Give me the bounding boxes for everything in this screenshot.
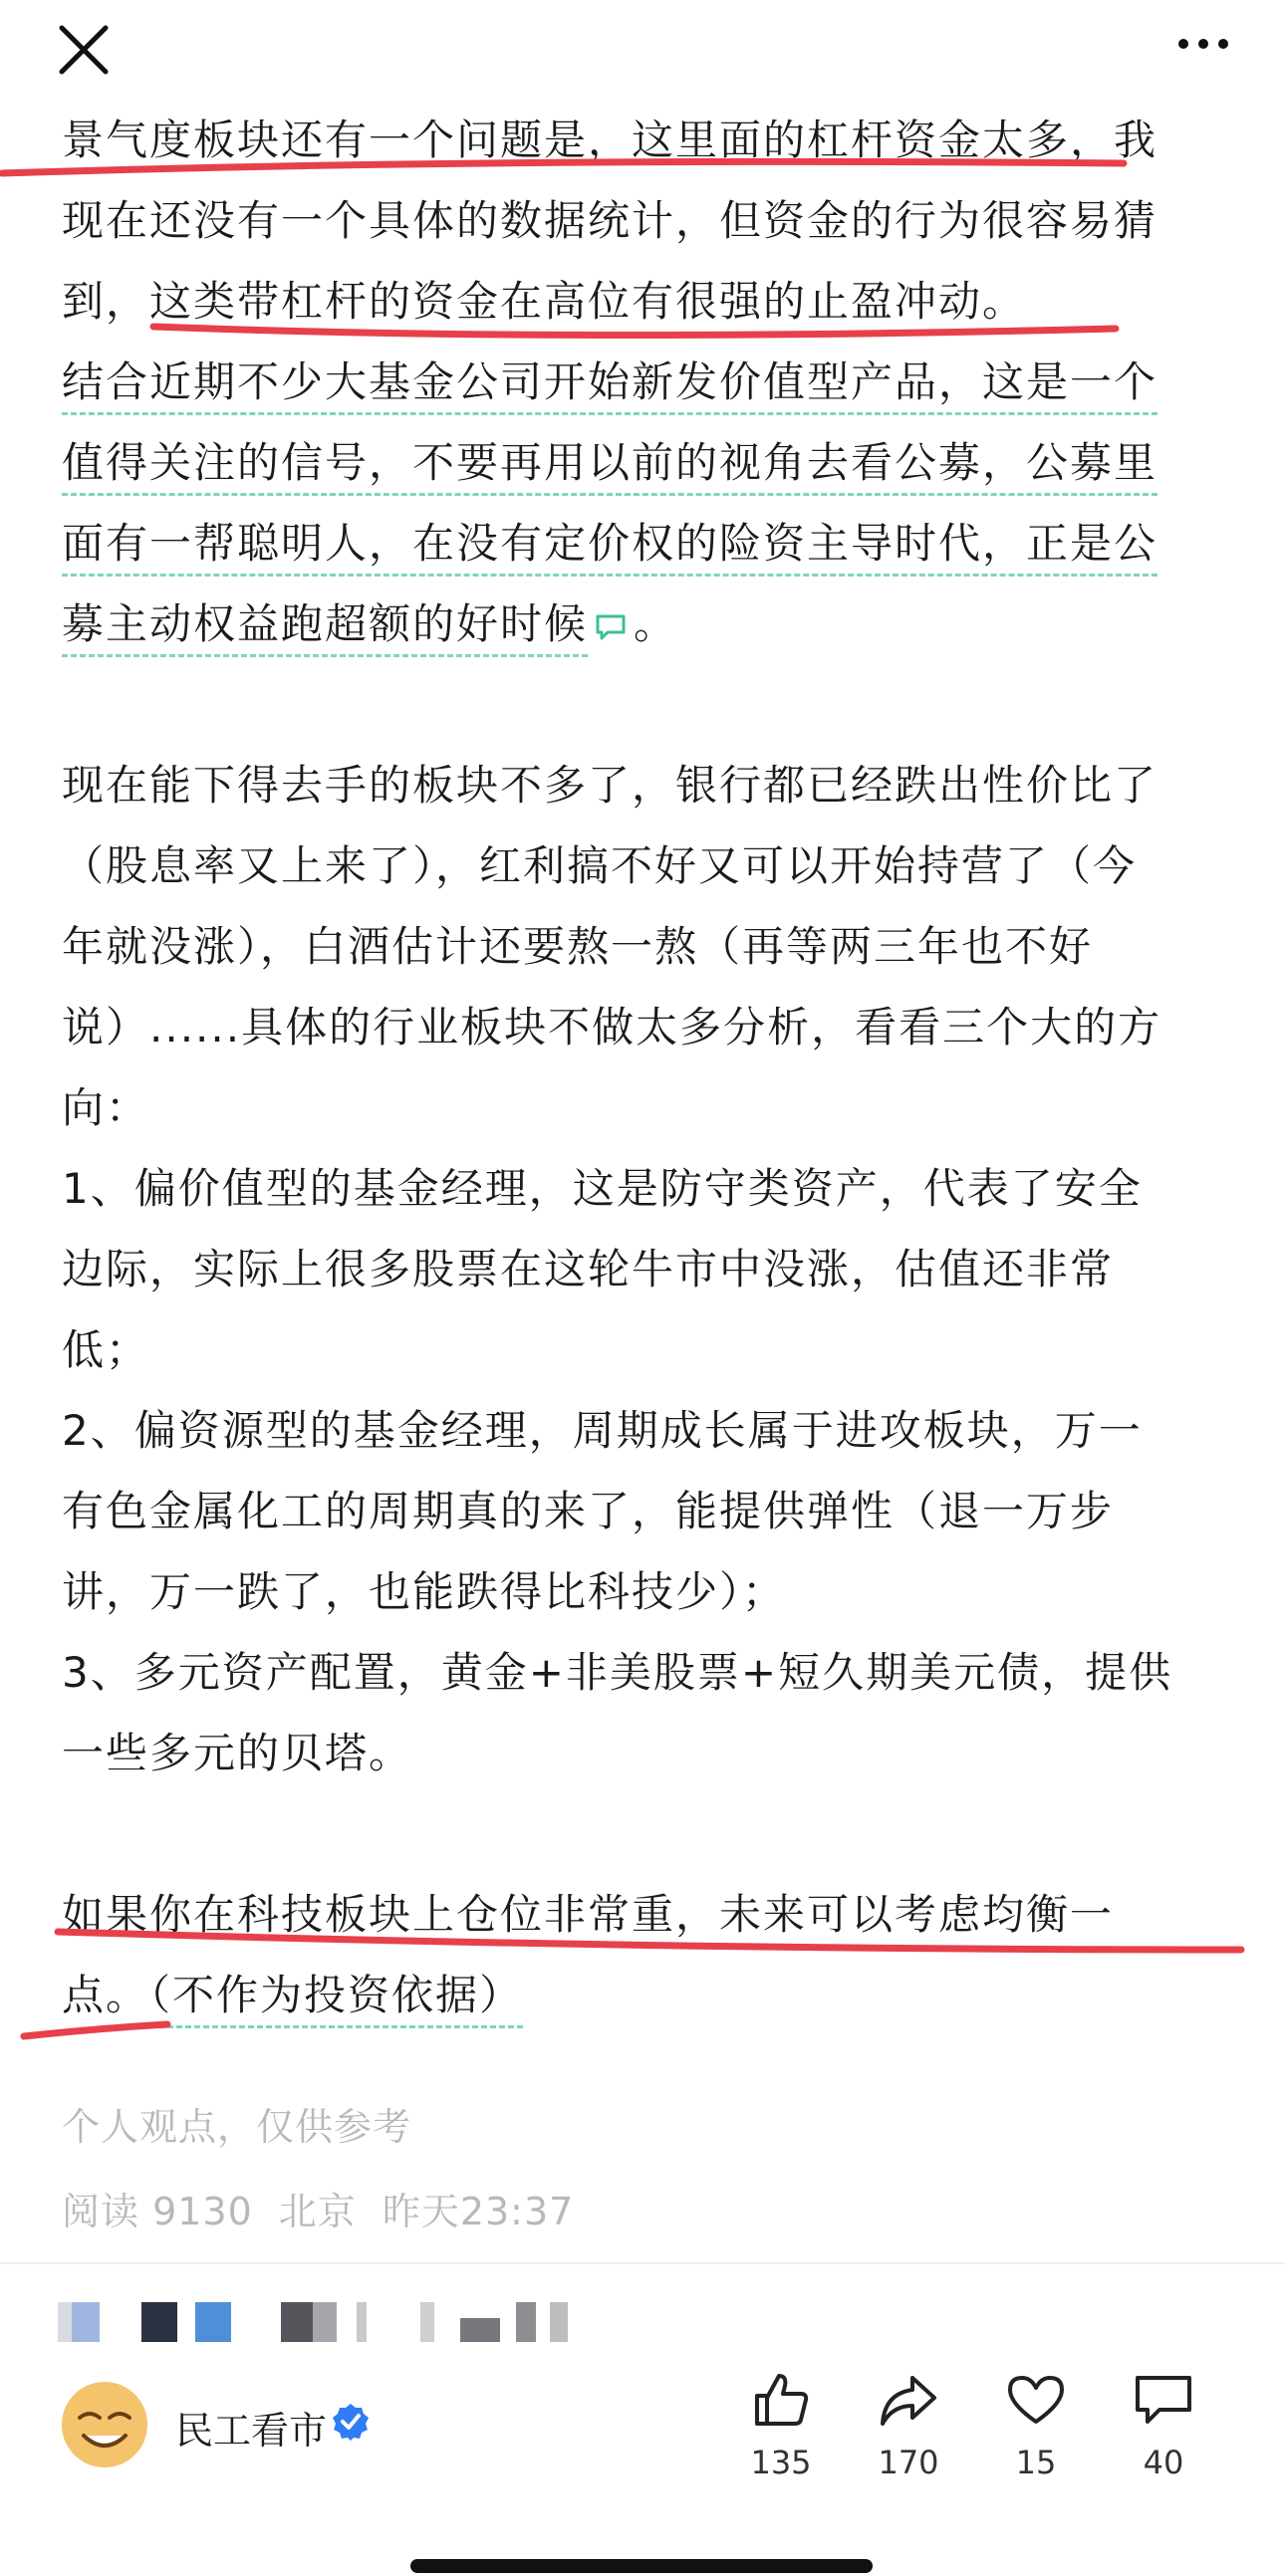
commented-text[interactable]: 面有一帮聪明人，在没有定价权的险资主导时代，正是公 — [62, 519, 1157, 577]
article-text: 有色金属化工的周期真的来了，能提供弹性（退一万步 — [62, 1487, 1115, 1535]
article-line-21 — [62, 1874, 1227, 1955]
article-line-12 — [62, 1067, 1227, 1148]
article-line-22 — [62, 1955, 1227, 2035]
comment-count: 40 — [1143, 2444, 1184, 2481]
share-icon — [877, 2370, 940, 2430]
like-button[interactable] — [721, 2370, 841, 2481]
author-name[interactable]: 民工看市 — [175, 2409, 328, 2453]
reactor-avatar — [516, 2302, 536, 2342]
article-body — [62, 100, 1227, 2035]
article-line-2 — [62, 180, 1227, 261]
article-text: 3、多元资产配置，黄金+非美股票+短久期美元债，提供 — [62, 1648, 1173, 1697]
article-line-17 — [62, 1471, 1227, 1551]
article-text: 现在能下得去手的板块不多了，银行都已经跌出性价比了 — [62, 761, 1158, 810]
article-text: 边际，实际上很多股票在这轮牛市中没涨，估值还非常 — [62, 1245, 1115, 1293]
article-text: 年就没涨），白酒估计还要熬一熬（再等两三年也不好 — [62, 922, 1094, 971]
reactor-avatar — [550, 2302, 568, 2342]
close-button[interactable] — [48, 14, 120, 86]
article-line-11 — [62, 987, 1227, 1067]
article-line-14 — [62, 1229, 1227, 1309]
reactor-avatar — [195, 2302, 231, 2342]
commented-text[interactable]: 募主动权益跑超额的好时候 — [62, 599, 588, 657]
verified-badge-icon — [331, 2402, 371, 2442]
article-line-6 — [62, 503, 1227, 584]
article-line-4 — [62, 342, 1227, 422]
reactor-avatar — [420, 2302, 434, 2342]
article-text: 景气度板块还有一个问题是，这里面的杠杆资金太多，我 — [62, 116, 1158, 164]
comment-bubble-icon — [1132, 2370, 1195, 2430]
article-text: 讲，万一跌了，也能跌得比科技少）； — [62, 1567, 787, 1616]
more-icon — [1167, 20, 1239, 80]
article-text: 1、偏价值型的基金经理，这是防守类资产，代表了安全 — [62, 1164, 1143, 1213]
divider — [0, 2262, 1285, 2264]
commented-text[interactable]: 值得关注的信号，不要再用以前的视角去看公募，公募里 — [62, 438, 1157, 496]
reactor-avatar — [357, 2302, 367, 2342]
article-text: 向： — [62, 1083, 150, 1132]
reactor-avatar — [141, 2302, 177, 2342]
heart-icon — [1004, 2370, 1068, 2430]
smiley-face-icon — [62, 2382, 147, 2467]
article-line-13 — [62, 1148, 1227, 1229]
article-line-5 — [62, 422, 1227, 503]
article-line-8 — [62, 745, 1227, 825]
author-avatar[interactable] — [62, 2382, 147, 2467]
article-text: 现在还没有一个具体的数据统计，但资金的行为很容易猜 — [62, 196, 1158, 245]
article-line-15 — [62, 1309, 1227, 1390]
post-time: 昨天23:37 — [382, 2190, 575, 2233]
article-line-7 — [62, 584, 1227, 664]
article-text: 如果你在科技板块上仓位非常重，未来可以考虑均衡一 — [62, 1890, 1115, 1939]
article-text: 说）......具体的行业板块不做太多分析，看看三个大的方 — [62, 1003, 1162, 1052]
more-options-button[interactable] — [1167, 20, 1239, 80]
reactor-avatar — [58, 2302, 72, 2342]
article-text: 低； — [62, 1325, 150, 1374]
article-line-19 — [62, 1632, 1227, 1713]
article-text: 到， — [62, 277, 150, 326]
share-button[interactable] — [849, 2370, 968, 2481]
article-text: 。 — [634, 599, 678, 648]
read-count: 阅读 9130 — [62, 2190, 253, 2233]
location: 北京 — [278, 2190, 357, 2233]
commented-text[interactable]: （不作为投资依据） — [149, 1971, 523, 2028]
disclaimer: 个人观点，仅供参考 — [62, 2105, 412, 2149]
highlighted-text: 这类带杠杆的资金在高位有很强的止盈冲动。 — [149, 277, 1027, 326]
article-line-3 — [62, 261, 1227, 342]
reactor-avatar — [281, 2302, 313, 2342]
article-line-16 — [62, 1390, 1227, 1471]
share-count: 170 — [878, 2444, 939, 2481]
article-text: 一些多元的贝塔。 — [62, 1729, 413, 1777]
article-text: 点。 — [62, 1971, 150, 2019]
reactor-avatar — [313, 2302, 337, 2342]
article-text: （股息率又上来了），红利搞不好又可以开始持营了（今 — [62, 841, 1138, 890]
article-line-10 — [62, 906, 1227, 987]
reactor-avatar — [72, 2302, 100, 2342]
post-stats — [62, 2181, 600, 2235]
favorite-count: 15 — [1015, 2444, 1057, 2481]
thumbs-up-icon — [749, 2370, 813, 2430]
top-bar — [0, 0, 1285, 110]
article-text: 2、偏资源型的基金经理，周期成长属于进攻板块，万一 — [62, 1406, 1143, 1455]
home-indicator[interactable] — [410, 2559, 873, 2573]
article-line-1 — [62, 100, 1227, 180]
comments-button[interactable] — [1104, 2370, 1223, 2481]
article-line-18 — [62, 1551, 1227, 1632]
article-line-20 — [62, 1713, 1227, 1793]
reactor-avatar — [460, 2318, 500, 2342]
favorite-button[interactable] — [976, 2370, 1096, 2481]
article-line-9 — [62, 825, 1227, 906]
like-count: 135 — [750, 2444, 812, 2481]
comment-icon[interactable] — [594, 612, 628, 642]
commented-text[interactable]: 结合近期不少大基金公司开始新发价值型产品，这是一个 — [62, 357, 1157, 415]
close-icon — [48, 14, 120, 86]
